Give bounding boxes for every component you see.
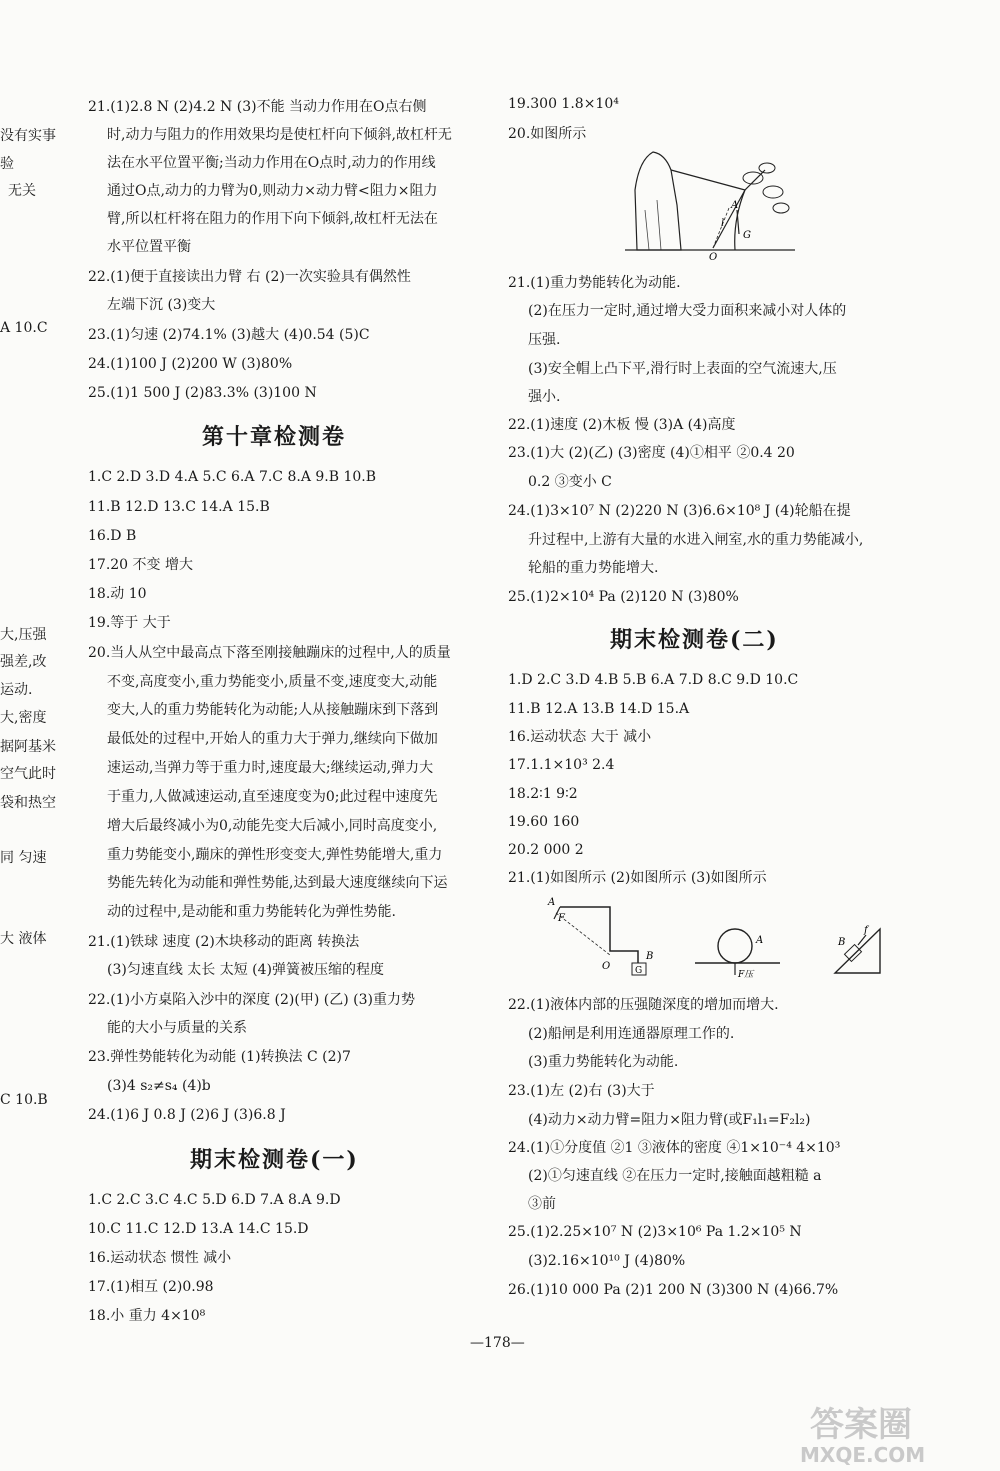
answer-line: 重力势能变小,蹦床的弹性形变变大,弹性势能增大,重力: [107, 847, 443, 863]
section-title: 第十章检测卷: [202, 424, 347, 450]
answer-line: 22.(1)小方桌陷入沙中的深度 (2)(甲) (乙) (3)重力势: [88, 992, 415, 1008]
answer-line: 23.(1)大 (2)(乙) (3)密度 (4)①相平 ②0.4 20: [508, 445, 795, 461]
left-fragment: 空气此时: [0, 766, 56, 782]
answer-line: 10.C 11.C 12.D 13.A 14.C 15.D: [88, 1221, 309, 1237]
left-fragment: 大,密度: [0, 710, 47, 726]
answer-line: 22.(1)速度 (2)木板 慢 (3)A (4)高度: [508, 417, 736, 433]
left-fragment: 运动.: [0, 682, 33, 698]
answer-line: 23.弹性势能转化为动能 (1)转换法 C (2)7: [88, 1049, 351, 1065]
answer-line: 21.(1)重力势能转化为动能.: [508, 275, 681, 291]
answer-line: 左端下沉 (3)变大: [107, 297, 216, 313]
answer-line: 最低处的过程中,开始人的重力大于弹力,继续向下做加: [107, 731, 438, 747]
answer-line: 25.(1)2.25×10⁷ N (2)3×10⁶ Pa 1.2×10⁵ N: [508, 1224, 802, 1240]
left-fragment: 同 匀速: [0, 850, 47, 866]
answer-line: 轮船的重力势能增大.: [528, 560, 659, 576]
answer-line: 24.(1)①分度值 ②1 ③液体的密度 ④1×10⁻⁴ 4×10³: [508, 1140, 841, 1156]
force-diagrams: [540, 893, 900, 983]
answer-line: 22.(1)液体内部的压强随深度的增加而增大.: [508, 997, 779, 1013]
left-fragment: 无关: [8, 183, 36, 199]
answer-line: 20.如图所示: [508, 126, 587, 142]
answer-line: 24.(1)100 J (2)200 W (3)80%: [88, 356, 293, 372]
answer-line: (2)船闸是利用连通器原理工作的.: [528, 1026, 735, 1042]
answer-line: 1.C 2.C 3.C 4.C 5.D 6.D 7.A 8.A 9.D: [88, 1192, 341, 1208]
answer-line: (3)重力势能转化为动能.: [528, 1054, 679, 1070]
label-g: G: [635, 966, 643, 976]
answer-line: (4)动力×动力臂=阻力×阻力臂(或F₁l₁=F₂l₂): [528, 1112, 811, 1128]
left-fragment: 袋和热空: [0, 795, 56, 811]
answer-line: 势能先转化为动能和弹性势能,达到最大速度继续向下运: [107, 875, 448, 891]
left-fragment: 强差,改: [0, 654, 47, 670]
watermark-url: MXQE.COM: [800, 1443, 926, 1466]
answer-line: (3)4 s₂≠s₄ (4)b: [107, 1078, 211, 1094]
section-title: 期末检测卷(一): [190, 1147, 359, 1173]
page-number: —178—: [470, 1335, 525, 1351]
answer-line: 22.(1)便于直接读出力臂 右 (2)一次实验具有偶然性: [88, 269, 411, 285]
watermark-text: 答案圈: [810, 1405, 912, 1445]
left-fragment: 据阿基米: [0, 739, 56, 755]
answer-line: 1.D 2.C 3.D 4.B 5.B 6.A 7.D 8.C 9.D 10.C: [508, 672, 799, 688]
answer-line: 升过程中,上游有大量的水进入闸室,水的重力势能减小,: [528, 532, 864, 548]
left-fragment: 没有实事: [0, 128, 56, 144]
label-a2: A: [756, 935, 764, 946]
label-fn: F压: [738, 970, 754, 980]
answer-line: 19.等于 大于: [88, 615, 171, 631]
answer-line: 21.(1)2.8 N (2)4.2 N (3)不能 当动力作用在O点右侧: [88, 99, 427, 115]
answer-line: (3)匀速直线 太长 太短 (4)弹簧被压缩的程度: [107, 962, 385, 978]
answer-line: 速运动,当弹力等于重力时,速度最大;继续运动,弹力大: [107, 760, 434, 776]
lever-weight-diagram: [547, 897, 653, 976]
answer-line: 26.(1)10 000 Pa (2)1 200 N (3)300 N (4)66.7%: [508, 1282, 839, 1298]
answer-line: 25.(1)2×10⁴ Pa (2)120 N (3)80%: [508, 589, 739, 605]
answer-line: 强小.: [528, 389, 561, 405]
answer-line: 增大后最终减小为0,动能先变大后减小,同时高度变小,: [107, 818, 438, 834]
left-fragment: 大 液体: [0, 931, 47, 947]
label-f: F: [558, 913, 565, 924]
left-fragment: C 10.B: [0, 1092, 48, 1108]
label-o: O: [709, 252, 718, 260]
answer-line: 18.2∶1 9∶2: [508, 786, 578, 802]
answer-line: 25.(1)1 500 J (2)83.3% (3)100 N: [88, 385, 317, 401]
label-a: A: [548, 897, 556, 908]
answer-line: 23.(1)左 (2)右 (3)大于: [508, 1083, 655, 1099]
answer-line: (2)①匀速直线 ②在压力一定时,接触面越粗糙 a: [528, 1168, 822, 1184]
answer-line: 压强.: [528, 332, 561, 348]
answer-line: 21.(1)如图所示 (2)如图所示 (3)如图所示: [508, 870, 767, 886]
answer-line: 17.1.1×10³ 2.4: [508, 757, 615, 773]
label-l: l: [721, 218, 725, 229]
answer-line: 动的过程中,是动能和重力势能转化为弹性势能.: [107, 904, 396, 920]
answer-line: 臂,所以杠杆将在阻力的作用下向下倾斜,故杠杆无法在: [107, 211, 438, 227]
answer-line: 21.(1)铁球 速度 (2)木块移动的距离 转换法: [88, 934, 360, 950]
answer-line: 24.(1)3×10⁷ N (2)220 N (3)6.6×10⁸ J (4)轮船在提: [508, 503, 851, 519]
answer-line: 11.B 12.A 13.B 14.D 15.A: [508, 701, 690, 717]
answer-line: (2)在压力一定时,通过增大受力面积来减小对人体的: [528, 303, 847, 319]
answer-line: 19.300 1.8×10⁴: [508, 96, 619, 112]
answer-line: 时,动力与阻力的作用效果均是使杠杆向下倾斜,故杠杆无: [107, 127, 452, 143]
answer-line: 水平位置平衡: [107, 239, 191, 255]
answer-line: 18.小 重力 4×10⁸: [88, 1308, 206, 1324]
section-title: 期末检测卷(二): [610, 627, 779, 653]
label-o: O: [602, 961, 611, 972]
answer-line: 1.C 2.D 3.D 4.A 5.C 6.A 7.C 8.A 9.B 10.B: [88, 469, 377, 485]
answer-line: 能的大小与质量的关系: [107, 1020, 247, 1036]
answer-line: 不变,高度变小,重力势能变小,质量不变,速度变大,动能: [107, 674, 438, 690]
answer-line: ③前: [528, 1196, 556, 1212]
answer-line: 变大,人的重力势能转化为动能;人从接触蹦床到下落到: [107, 702, 439, 718]
answer-line: 0.2 ③变小 C: [528, 474, 612, 490]
label-g: G: [743, 230, 751, 241]
label-b3: B: [838, 937, 846, 948]
answer-line: 17.(1)相互 (2)0.98: [88, 1279, 214, 1295]
answer-line: 18.动 10: [88, 586, 147, 602]
label-b: B: [646, 951, 654, 962]
left-fragment: 验: [0, 156, 14, 172]
ball-pressure-diagram: [695, 929, 780, 980]
answer-line: 17.20 不变 增大: [88, 557, 193, 573]
incline-block-diagram: [835, 925, 880, 973]
left-fragment: 大,压强: [0, 627, 47, 643]
answer-line: (3)2.16×10¹⁰ J (4)80%: [528, 1253, 686, 1269]
answer-line: 于重力,人做减速运动,直至速度变为0;此过程中速度先: [107, 789, 438, 805]
answer-line: 通过O点,动力的力臂为0,则动力×动力臂<阻力×阻力: [107, 183, 438, 199]
answer-line: 23.(1)匀速 (2)74.1% (3)越大 (4)0.54 (5)C: [88, 327, 370, 343]
watermark-logo: [790, 1400, 980, 1466]
label-a: A: [731, 200, 739, 211]
answer-line: (3)安全帽上凸下平,滑行时上表面的空气流速大,压: [528, 361, 837, 377]
answer-line: 16.运动状态 惯性 减小: [88, 1250, 232, 1266]
answer-line: 24.(1)6 J 0.8 J (2)6 J (3)6.8 J: [88, 1107, 286, 1123]
answer-line: 20.当人从空中最高点下落至刚接触蹦床的过程中,人的质量: [88, 645, 451, 661]
lever-plant-diagram: [625, 150, 795, 260]
answer-line: 16.D B: [88, 528, 137, 544]
answer-line: 19.60 160: [508, 814, 580, 830]
answer-line: 11.B 12.D 13.C 14.A 15.B: [88, 499, 270, 515]
left-fragment: A 10.C: [0, 320, 48, 336]
label-f3: f: [864, 925, 868, 936]
answer-line: 法在水平位置平衡;当动力作用在O点时,动力的作用线: [107, 155, 436, 171]
answer-line: 20.2 000 2: [508, 842, 584, 858]
answer-line: 16.运动状态 大于 减小: [508, 729, 652, 745]
